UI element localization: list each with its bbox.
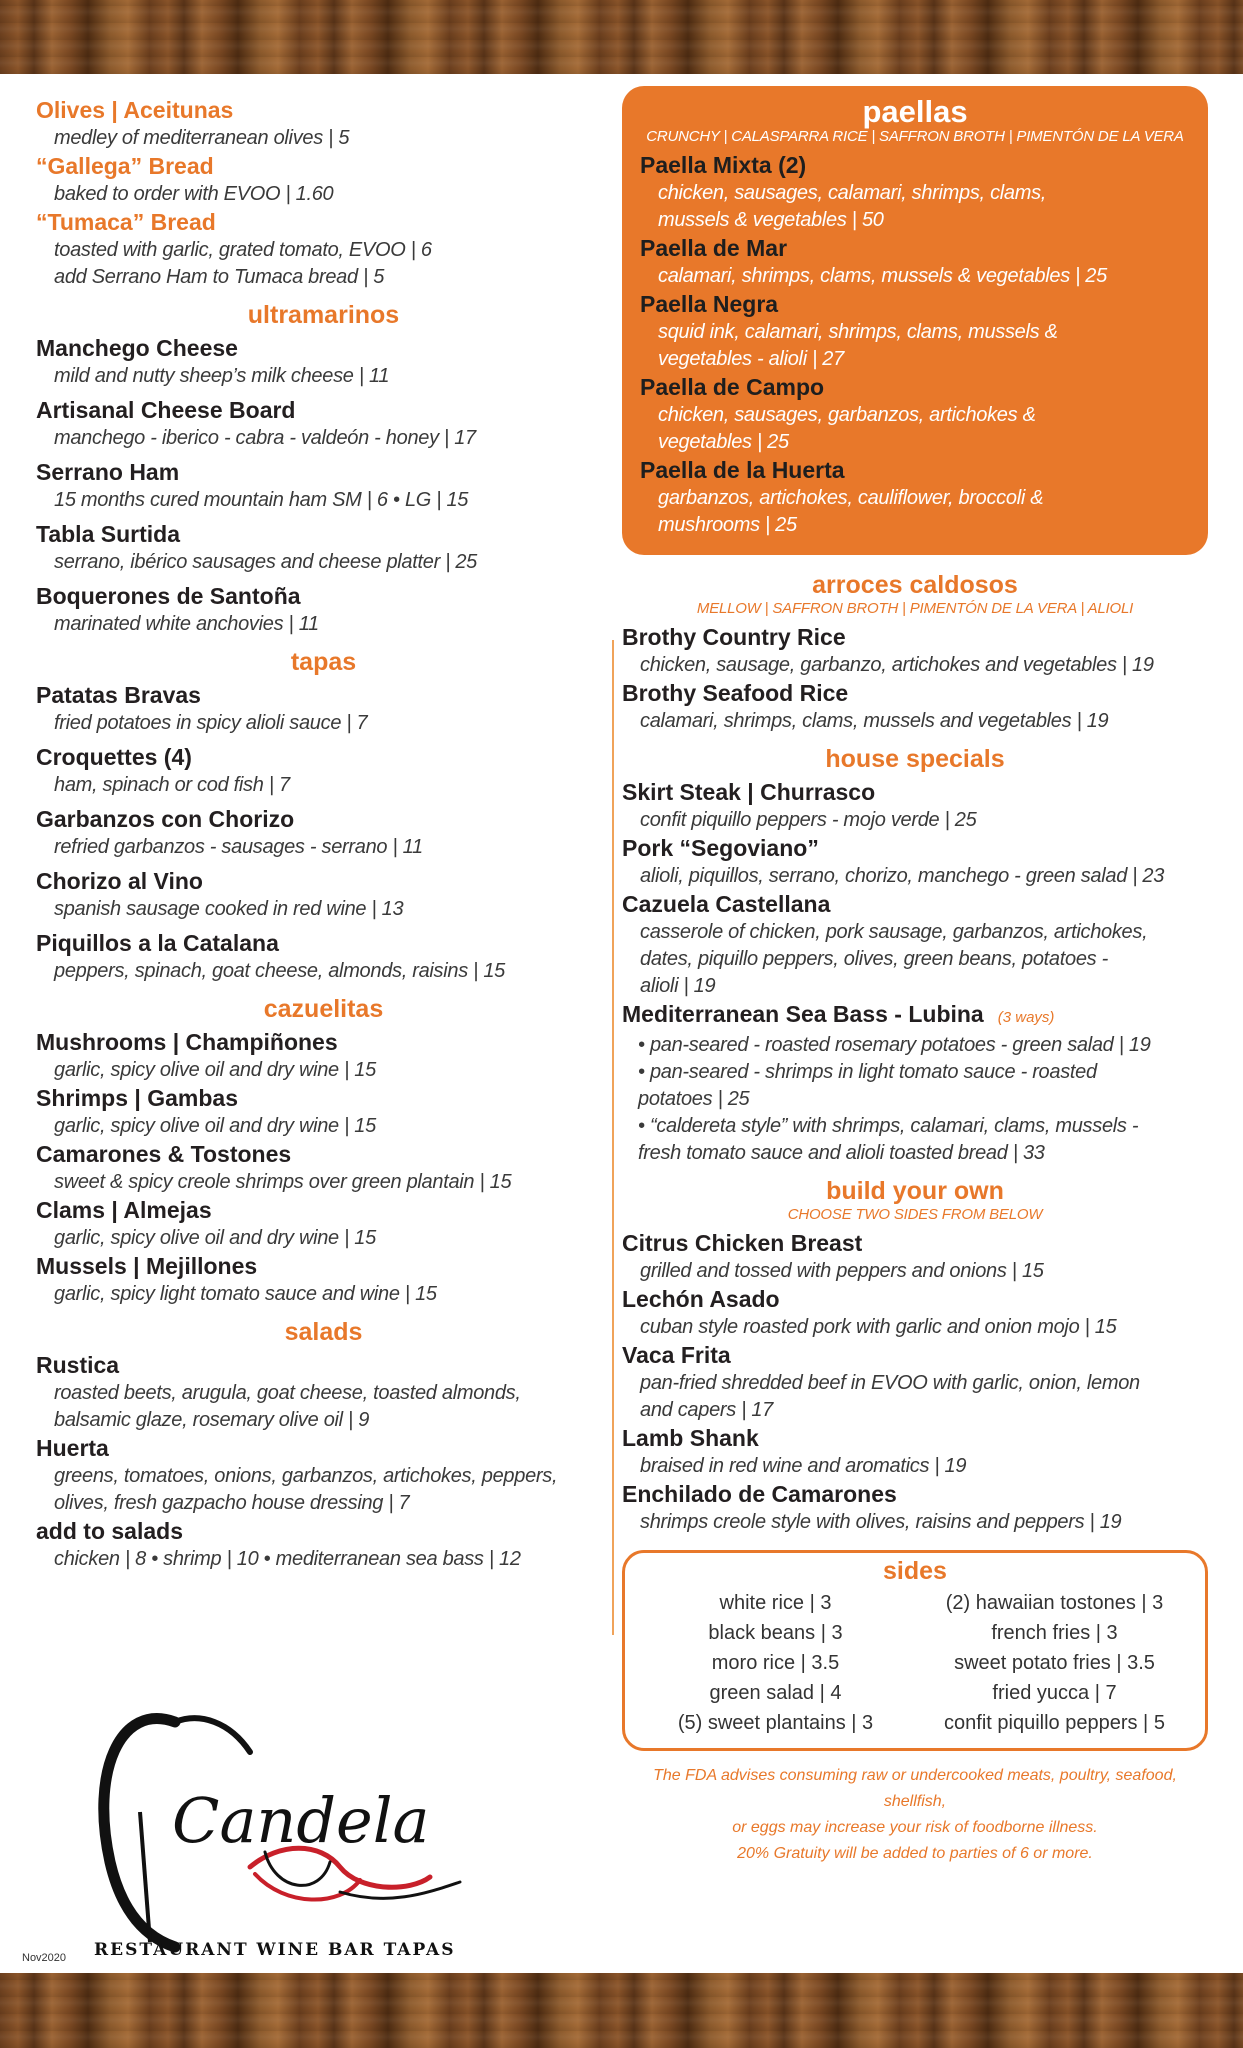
- item-description: casserole of chicken, pork sausage, garbanzos, artichokes,: [640, 921, 1148, 943]
- item-description: vegetables | 25: [658, 431, 789, 453]
- item-name: Serrano Ham: [36, 459, 180, 485]
- side-item: white rice | 3: [719, 1592, 832, 1614]
- item-name: Paella de Mar: [640, 235, 788, 261]
- item-description: dates, piquillo peppers, olives, green beans, potatoes -: [640, 948, 1108, 970]
- item-name: Mussels | Mejillones: [36, 1253, 258, 1279]
- item-description: mussels & vegetables | 50: [658, 209, 884, 231]
- item-description: alioli, piquillos, serrano, chorizo, manchego - green salad | 23: [640, 865, 1165, 887]
- item-name: Tabla Surtida: [36, 521, 180, 547]
- sides-right-column: [920, 1588, 1189, 1738]
- section-title-house-specials: house specials: [825, 745, 1005, 773]
- section-title-ultramarinos: ultramarinos: [247, 301, 400, 329]
- section-title-tapas: tapas: [290, 648, 357, 676]
- fda-line: 20% Gratuity will be added to parties of 6 or more.: [737, 1845, 1093, 1862]
- build-subtitle: CHOOSE TWO SIDES FROM BELOW: [787, 1206, 1043, 1223]
- item-name: Lamb Shank: [622, 1425, 759, 1451]
- item-description: pan-fried shredded beef in EVOO with garlic, onion, lemon: [640, 1372, 1140, 1394]
- section-title-salads: salads: [284, 1318, 363, 1346]
- side-item: sweet potato fries | 3.5: [954, 1652, 1155, 1674]
- item-description: serrano, ibérico sausages and cheese platter | 25: [54, 551, 477, 573]
- item-name: Manchego Cheese: [36, 335, 238, 361]
- item-description: manchego - iberico - cabra - valdeón - honey | 17: [54, 427, 476, 449]
- item-description: ham, spinach or cod fish | 7: [54, 774, 290, 796]
- item-name: Chorizo al Vino: [36, 868, 203, 894]
- item-description: calamari, shrimps, clams, mussels and vegetables | 19: [640, 710, 1109, 732]
- menu-item: [36, 805, 611, 861]
- item-name: Cazuela Castellana: [622, 891, 831, 917]
- item-name: Paella de la Huerta: [640, 457, 845, 483]
- build-your-own-section: [622, 1229, 1208, 1536]
- item-description: toasted with garlic, grated tomato, EVOO | 6: [54, 239, 432, 261]
- menu-item: [622, 778, 1208, 834]
- paellas-list: [640, 151, 1190, 539]
- item-description: braised in red wine and aromatics | 19: [640, 1455, 967, 1477]
- side-item: black beans | 3: [708, 1622, 843, 1644]
- cazuelitas-section: [36, 1028, 611, 1308]
- item-description: roasted beets, arugula, goat cheese, toasted almonds,: [54, 1382, 521, 1404]
- item-description: peppers, spinach, goat cheese, almonds, raisins | 15: [54, 960, 505, 982]
- item-description: chicken, sausages, garbanzos, artichokes &: [658, 404, 1036, 426]
- starters-section: [36, 96, 611, 291]
- item-description: • “caldereta style” with shrimps, calamari, clams, mussels -: [638, 1115, 1139, 1137]
- item-description: chicken, sausage, garbanzo, artichokes and vegetables | 19: [640, 654, 1154, 676]
- item-description: squid ink, calamari, shrimps, clams, mussels &: [658, 321, 1058, 343]
- side-item: green salad | 4: [709, 1682, 842, 1704]
- item-description: sweet & spicy creole shrimps over green plantain | 15: [54, 1171, 512, 1193]
- menu-item: [622, 1341, 1208, 1424]
- item-description: refried garbanzos - sausages - serrano | 11: [54, 836, 423, 858]
- menu-item: [36, 867, 611, 923]
- item-description: cuban style roasted pork with garlic and onion mojo | 15: [640, 1316, 1117, 1338]
- left-column: [36, 96, 611, 1573]
- item-name: Skirt Steak | Churrasco: [622, 779, 876, 805]
- item-name: Paella Mixta (2): [640, 152, 807, 178]
- menu-item: [640, 290, 1190, 373]
- item-name: Artisanal Cheese Board: [36, 397, 296, 423]
- item-name: Pork “Segoviano”: [622, 835, 819, 861]
- logo-tagline: RESTAURANT WINE BAR TAPAS: [94, 1940, 456, 1960]
- item-description: marinated white anchovies | 11: [54, 613, 319, 635]
- section-title-paellas: paellas: [862, 94, 968, 129]
- column-divider: [612, 640, 614, 1635]
- fda-line: The FDA advises consuming raw or undercooked meats, poultry, seafood, shellfish,: [653, 1767, 1177, 1810]
- menu-item: [622, 890, 1208, 1000]
- side-item: moro rice | 3.5: [711, 1652, 840, 1674]
- menu-item: [640, 456, 1190, 539]
- menu-item-sea-bass: [622, 1000, 1208, 1167]
- section-title-cazuelitas: cazuelitas: [263, 995, 384, 1023]
- menu-item: [622, 1229, 1208, 1285]
- item-description: garlic, spicy light tomato sauce and wine | 15: [54, 1283, 437, 1305]
- item-name: Clams | Almejas: [36, 1197, 212, 1223]
- item-description: baked to order with EVOO | 1.60: [54, 183, 334, 205]
- menu-item: [36, 1196, 611, 1252]
- item-name: add to salads: [36, 1518, 183, 1544]
- menu-item: [36, 1351, 611, 1434]
- logo-wordmark: Candela: [172, 1784, 430, 1857]
- tapas-section: [36, 681, 611, 985]
- item-name: Paella Negra: [640, 291, 779, 317]
- item-description: medley of mediterranean olives | 5: [54, 127, 350, 149]
- item-description: chicken | 8 • shrimp | 10 • mediterranean sea bass | 12: [54, 1548, 521, 1570]
- section-title-sides: sides: [883, 1557, 947, 1585]
- item-description: olives, fresh gazpacho house dressing | 7: [54, 1492, 410, 1514]
- paellas-box: [622, 86, 1208, 555]
- menu-item: [36, 396, 611, 452]
- menu-date: Nov2020: [22, 1952, 67, 1964]
- sides-left-column: [641, 1588, 910, 1738]
- menu-item: [36, 1028, 611, 1084]
- item-description: mushrooms | 25: [658, 514, 797, 536]
- side-item: confit piquillo peppers | 5: [944, 1712, 1165, 1734]
- item-description: vegetables - alioli | 27: [658, 348, 844, 370]
- item-name: Enchilado de Camarones: [622, 1481, 897, 1507]
- sea-bass-name: Mediterranean Sea Bass - Lubina: [622, 1001, 984, 1027]
- menu-item: [36, 520, 611, 576]
- ultramarinos-section: [36, 334, 611, 638]
- item-name: Garbanzos con Chorizo: [36, 806, 295, 832]
- paellas-subtitle: CRUNCHY | CALASPARRA RICE | SAFFRON BROTH | PIMENTÓN DE LA VERA: [646, 128, 1184, 145]
- item-name: Shrimps | Gambas: [36, 1085, 239, 1111]
- item-name: Croquettes (4): [36, 744, 192, 770]
- sides-grid: [641, 1588, 1189, 1738]
- sea-bass-note: (3 ways): [997, 1009, 1055, 1026]
- menu-item: [36, 1517, 611, 1573]
- item-name: Vaca Frita: [622, 1342, 731, 1368]
- menu-item: [36, 1140, 611, 1196]
- menu-item: [36, 1252, 611, 1308]
- menu-item: [36, 208, 611, 291]
- menu-item: [622, 1480, 1208, 1536]
- item-name: Mushrooms | Champiñones: [36, 1029, 338, 1055]
- side-item: (2) hawaiian tostones | 3: [945, 1592, 1164, 1614]
- item-name: Paella de Campo: [640, 374, 825, 400]
- menu-item: [640, 373, 1190, 456]
- item-description: fresh tomato sauce and alioli toasted bread | 33: [638, 1142, 1045, 1164]
- item-name: “Gallega” Bread: [36, 153, 214, 179]
- item-name: Huerta: [36, 1435, 109, 1461]
- item-description: shrimps creole style with olives, raisins and peppers | 19: [640, 1511, 1122, 1533]
- item-description: mild and nutty sheep’s milk cheese | 11: [54, 365, 390, 387]
- item-description: • pan-seared - shrimps in light tomato sauce - roasted: [638, 1061, 1097, 1083]
- salads-section: [36, 1351, 611, 1573]
- wood-footer-banner: [0, 1973, 1243, 2048]
- item-description: greens, tomatoes, onions, garbanzos, artichokes, peppers,: [54, 1465, 558, 1487]
- item-description: potatoes | 25: [638, 1088, 750, 1110]
- menu-item: [36, 582, 611, 638]
- item-description: garlic, spicy olive oil and dry wine | 15: [54, 1059, 376, 1081]
- house-specials-section: [622, 778, 1208, 1000]
- menu-item: [640, 151, 1190, 234]
- item-name: Olives | Aceitunas: [36, 97, 234, 123]
- item-description: 15 months cured mountain ham SM | 6 • LG | 15: [54, 489, 469, 511]
- item-description: garbanzos, artichokes, cauliflower, broccoli &: [658, 487, 1044, 509]
- item-description: confit piquillo peppers - mojo verde | 25: [640, 809, 977, 831]
- item-name: Rustica: [36, 1352, 120, 1378]
- menu-item: [36, 334, 611, 390]
- item-name: “Tumaca” Bread: [36, 209, 216, 235]
- item-name: Piquillos a la Catalana: [36, 930, 279, 956]
- item-description: garlic, spicy olive oil and dry wine | 15: [54, 1115, 376, 1137]
- side-item: french fries | 3: [991, 1622, 1118, 1644]
- item-description: add Serrano Ham to Tumaca bread | 5: [54, 266, 385, 288]
- menu-item: [622, 679, 1208, 735]
- menu-item: [36, 743, 611, 799]
- sea-bass-desc: [622, 1032, 1208, 1167]
- menu-item: [36, 1084, 611, 1140]
- item-name: Lechón Asado: [622, 1286, 780, 1312]
- menu-item: [622, 1285, 1208, 1341]
- item-name: Brothy Country Rice: [622, 624, 846, 650]
- fda-line: or eggs may increase your risk of foodborne illness.: [732, 1819, 1098, 1836]
- side-item: (5) sweet plantains | 3: [677, 1712, 874, 1734]
- menu-item: [36, 152, 611, 208]
- item-description: garlic, spicy olive oil and dry wine | 15: [54, 1227, 376, 1249]
- item-description: and capers | 17: [640, 1399, 774, 1421]
- item-description: • pan-seared - roasted rosemary potatoes - green salad | 19: [638, 1034, 1151, 1056]
- menu-item: [640, 234, 1190, 290]
- item-name: [622, 1000, 1208, 1032]
- menu-item: [36, 1434, 611, 1517]
- menu-item: [36, 96, 611, 152]
- menu-item: [622, 1424, 1208, 1480]
- fda-notice: [622, 1763, 1208, 1867]
- item-description: grilled and tossed with peppers and onions | 15: [640, 1260, 1044, 1282]
- item-name: Brothy Seafood Rice: [622, 680, 849, 706]
- item-name: Camarones & Tostones: [36, 1141, 292, 1167]
- arroces-subtitle: MELLOW | SAFFRON BROTH | PIMENTÓN DE LA VERA | ALIOLI: [696, 600, 1134, 617]
- side-item: fried yucca | 7: [992, 1682, 1117, 1704]
- item-name: Boquerones de Santoña: [36, 583, 301, 609]
- menu-item: [36, 929, 611, 985]
- item-description: fried potatoes in spicy alioli sauce | 7: [54, 712, 368, 734]
- item-description: alioli | 19: [640, 975, 716, 997]
- sides-box: [622, 1550, 1208, 1751]
- item-name: Patatas Bravas: [36, 682, 201, 708]
- item-description: spanish sausage cooked in red wine | 13: [54, 898, 404, 920]
- menu-item: [622, 623, 1208, 679]
- menu-item: [36, 458, 611, 514]
- menu-item: [36, 681, 611, 737]
- item-description: calamari, shrimps, clams, mussels & vegetables | 25: [658, 265, 1107, 287]
- menu-item: [622, 834, 1208, 890]
- arroces-section: [622, 623, 1208, 735]
- item-description: chicken, sausages, calamari, shrimps, clams,: [658, 182, 1047, 204]
- wood-header-banner: [0, 0, 1243, 74]
- right-column: [622, 86, 1208, 1867]
- section-title-arroces: arroces caldosos: [812, 571, 1018, 599]
- candela-logo: [80, 1692, 510, 1962]
- section-title-build-your-own: build your own: [826, 1177, 1004, 1205]
- item-description: balsamic glaze, rosemary olive oil | 9: [54, 1409, 370, 1431]
- item-name: Citrus Chicken Breast: [622, 1230, 863, 1256]
